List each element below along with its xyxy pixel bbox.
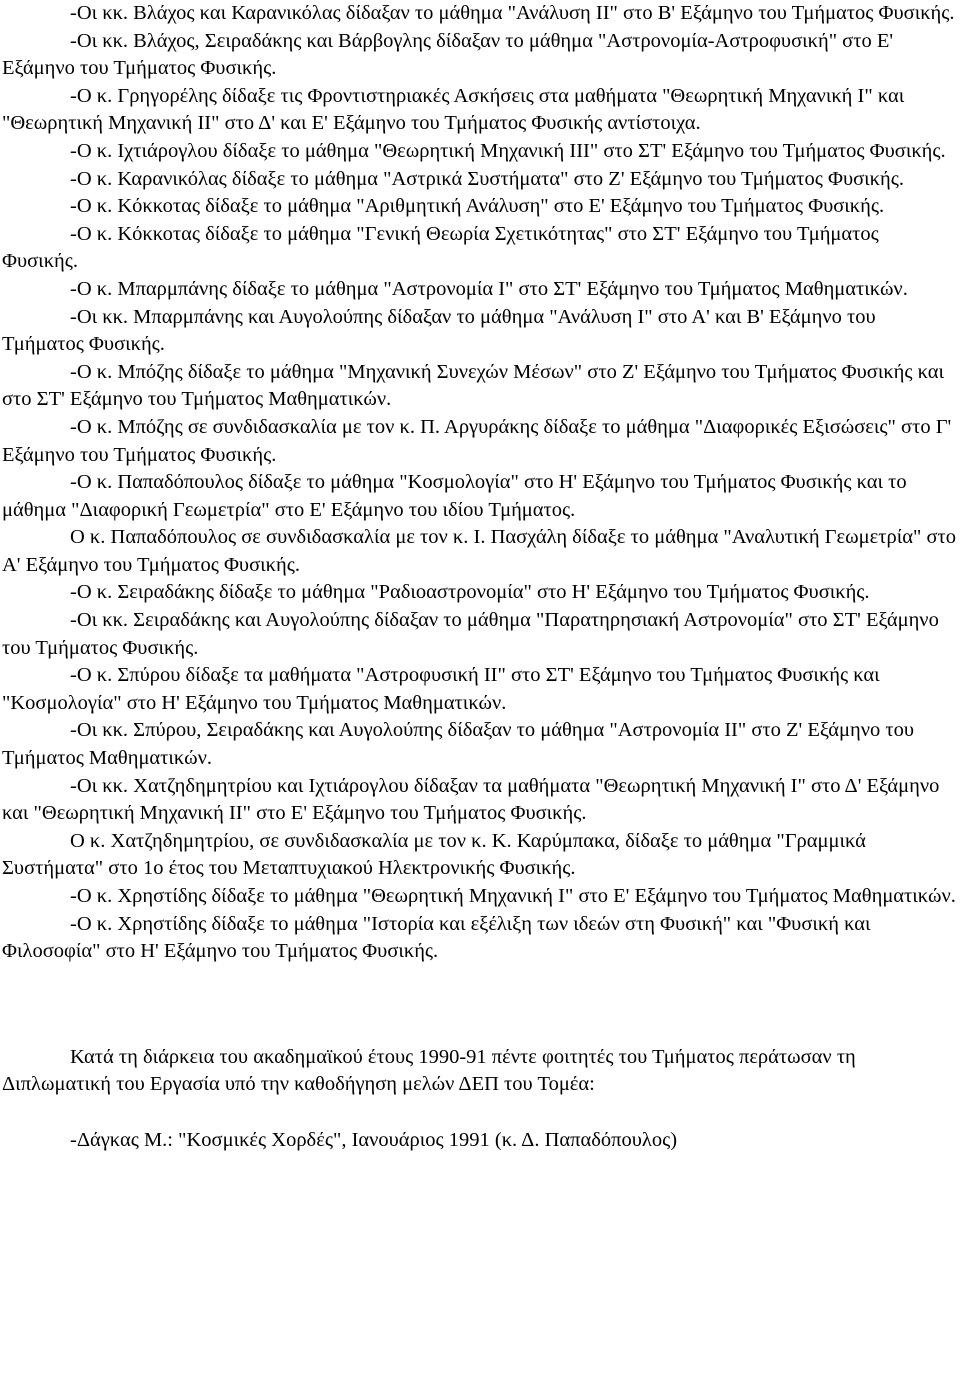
teaching-entry: -Οι κκ. Βλάχος, Σειραδάκης και Βάρβογλης δίδαξαν το μάθημα "Αστρονομία-Αστροφυσική" στο Ε' Εξάμηνο του Τμήματος Φυσικής. [2,29,894,80]
teaching-entry: -Ο κ. Χρηστίδης δίδαξε το μάθημα "Ιστορία και εξέλιξη των ιδεών στη Φυσική" και "Φυσική και Φιλοσοφία" στο Η' Εξάμηνο του Τμήματος Φυσικής. [2,912,871,963]
teaching-entry: -Ο κ. Κόκκοτας δίδαξε το μάθημα "Αριθμητική Ανάλυση" στο Ε' Εξάμηνο του Τμήματος Φυσικής. [70,195,885,218]
section-spacer [0,966,960,1044]
teaching-entry: -Ο κ. Καρανικόλας δίδαξε το μάθημα "Αστρικά Συστήματα" στο Ζ' Εξάμηνο του Τμήματος Φυσικής. [70,167,904,190]
teaching-entry: -Ο κ. Μπόζης σε συνδιδασκαλία με τον κ. Π. Αργυράκης δίδαξε το μάθημα "Διαφορικές Εξισώσεις" στο Γ' Εξάμηνο του Τμήματος Φυσικής. [2,415,952,466]
teaching-entry: -Ο κ. Κόκκοτας δίδαξε το μάθημα "Γενική Θεωρία Σχετικότητας" στο ΣΤ' Εξάμηνο του Τμήματος Φυσικής. [2,222,879,273]
teaching-entry: -Ο κ. Μπαρμπάνης δίδαξε το μάθημα "Αστρονομία Ι" στο ΣΤ' Εξάμηνο του Τμήματος Μαθηματικών. [70,277,908,300]
section-spacer [0,1099,960,1127]
thesis-item: -Δάγκας Μ.: "Κοσμικές Χορδές", Ιανουάριος 1991 (κ. Δ. Παπαδόπουλος) [70,1128,678,1151]
teaching-entry: -Οι κκ. Μπαρμπάνης και Αυγολούπης δίδαξαν το μάθημα "Ανάλυση Ι" στο Α' και Β' Εξάμηνο του Τμήματος Φυσικής. [2,305,876,356]
teaching-entry: -Οι κκ. Σειραδάκης και Αυγολούπης δίδαξαν το μάθημα "Παρατηρησιακή Αστρονομία" στο ΣΤ' Εξάμηνο του Τμήματος Φυσικής. [2,609,939,659]
teaching-entry: Ο κ. Παπαδόπουλος σε συνδιδασκαλία με τον κ. Ι. Πασχάλη δίδαξε το μάθημα "Αναλυτική Γεωμετρία" στο Α' Εξάμηνο του Τμήματος Φυσικής. [2,526,956,576]
teaching-entry: -Ο κ. Χρηστίδης δίδαξε το μάθημα "Θεωρητική Μηχανική Ι" στο Ε' Εξάμηνο του Τμήματος Μαθηματικών. [70,885,956,907]
teaching-entry: -Ο κ. Γρηγορέλης δίδαξε τις Φροντιστηριακές Ασκήσεις στα μαθήματα "Θεωρητική Μηχανική Ι" και "Θεωρητική Μηχανική ΙΙ" στο Δ' και Ε' Εξάμηνο του Τμήματος Φυσικής αντίστοιχα. [2,84,905,135]
teaching-entry: -Ο κ. Σειραδάκης δίδαξε το μάθημα "Ραδιοαστρονομία" στο Η' Εξάμηνο του Τμήματος Φυσικής. [70,581,870,604]
thesis-intro: Κατά τη διάρκεια του ακαδημαϊκού έτους 1990-91 πέντε φοιτητές του Τμήματος περάτωσαν τη Διπλωματική του Εργασία υπό την καθοδήγηση μελών ΔΕΠ του Τομέα: [2,1045,856,1096]
teaching-entry: Ο κ. Χατζηδημητρίου, σε συνδιδασκαλία με τον κ. Κ. Καρύμπακα, δίδαξε το μάθημα "Γραμμικά Συστήματα" στο 1ο έτος του Μεταπτυχιακού Ηλεκτρονικής Φυσικής. [2,829,866,880]
teaching-entry: -Ο κ. Ιχτιάρογλου δίδαξε το μάθημα "Θεωρητική Μηχανική ΙΙΙ" στο ΣΤ' Εξάμηνο του Τμήματος Φυσικής. [70,139,946,162]
teaching-entry: -Ο κ. Μπόζης δίδαξε το μάθημα "Μηχανική Συνεχών Μέσων" στο Ζ' Εξάμηνο του Τμήματος Φυσικής και στο ΣΤ' Εξάμηνο του Τμήματος Μαθηματικών. [2,360,945,411]
teaching-entry: -Οι κκ. Σπύρου, Σειραδάκης και Αυγολούπης δίδαξαν το μάθημα "Αστρονομία ΙΙ" στο Ζ' Εξάμηνο του Τμήματος Μαθηματικών. [2,719,914,770]
teaching-entry: -Ο κ. Παπαδόπουλος δίδαξε το μάθημα "Κοσμολογία" στο Η' Εξάμηνο του Τμήματος Φυσικής και το μάθημα "Διαφορική Γεωμετρία" στο Ε' Εξάμηνο του ιδίου Τμήματος. [2,471,907,521]
teaching-entry: -Οι κκ. Βλάχος και Καρανικόλας δίδαξαν το μάθημα "Ανάλυση ΙΙ" στο Β' Εξάμηνο του Τμήματος Φυσικής. [70,2,955,24]
teaching-entry: -Οι κκ. Χατζηδημητρίου και Ιχτιάρογλου δίδαξαν τα μαθήματα "Θεωρητική Μηχανική Ι" στο Δ' Εξάμηνο και "Θεωρητική Μηχανική ΙΙ" στο Ε' Εξάμηνο του Τμήματος Φυσικής. [2,774,940,825]
teaching-entry: -Ο κ. Σπύρου δίδαξε τα μαθήματα "Αστροφυσική ΙΙ" στο ΣΤ' Εξάμηνο του Τμήματος Φυσικής και "Κοσμολογία" στο Η' Εξάμηνο του Τμήματος Μαθηματικών. [2,664,880,714]
